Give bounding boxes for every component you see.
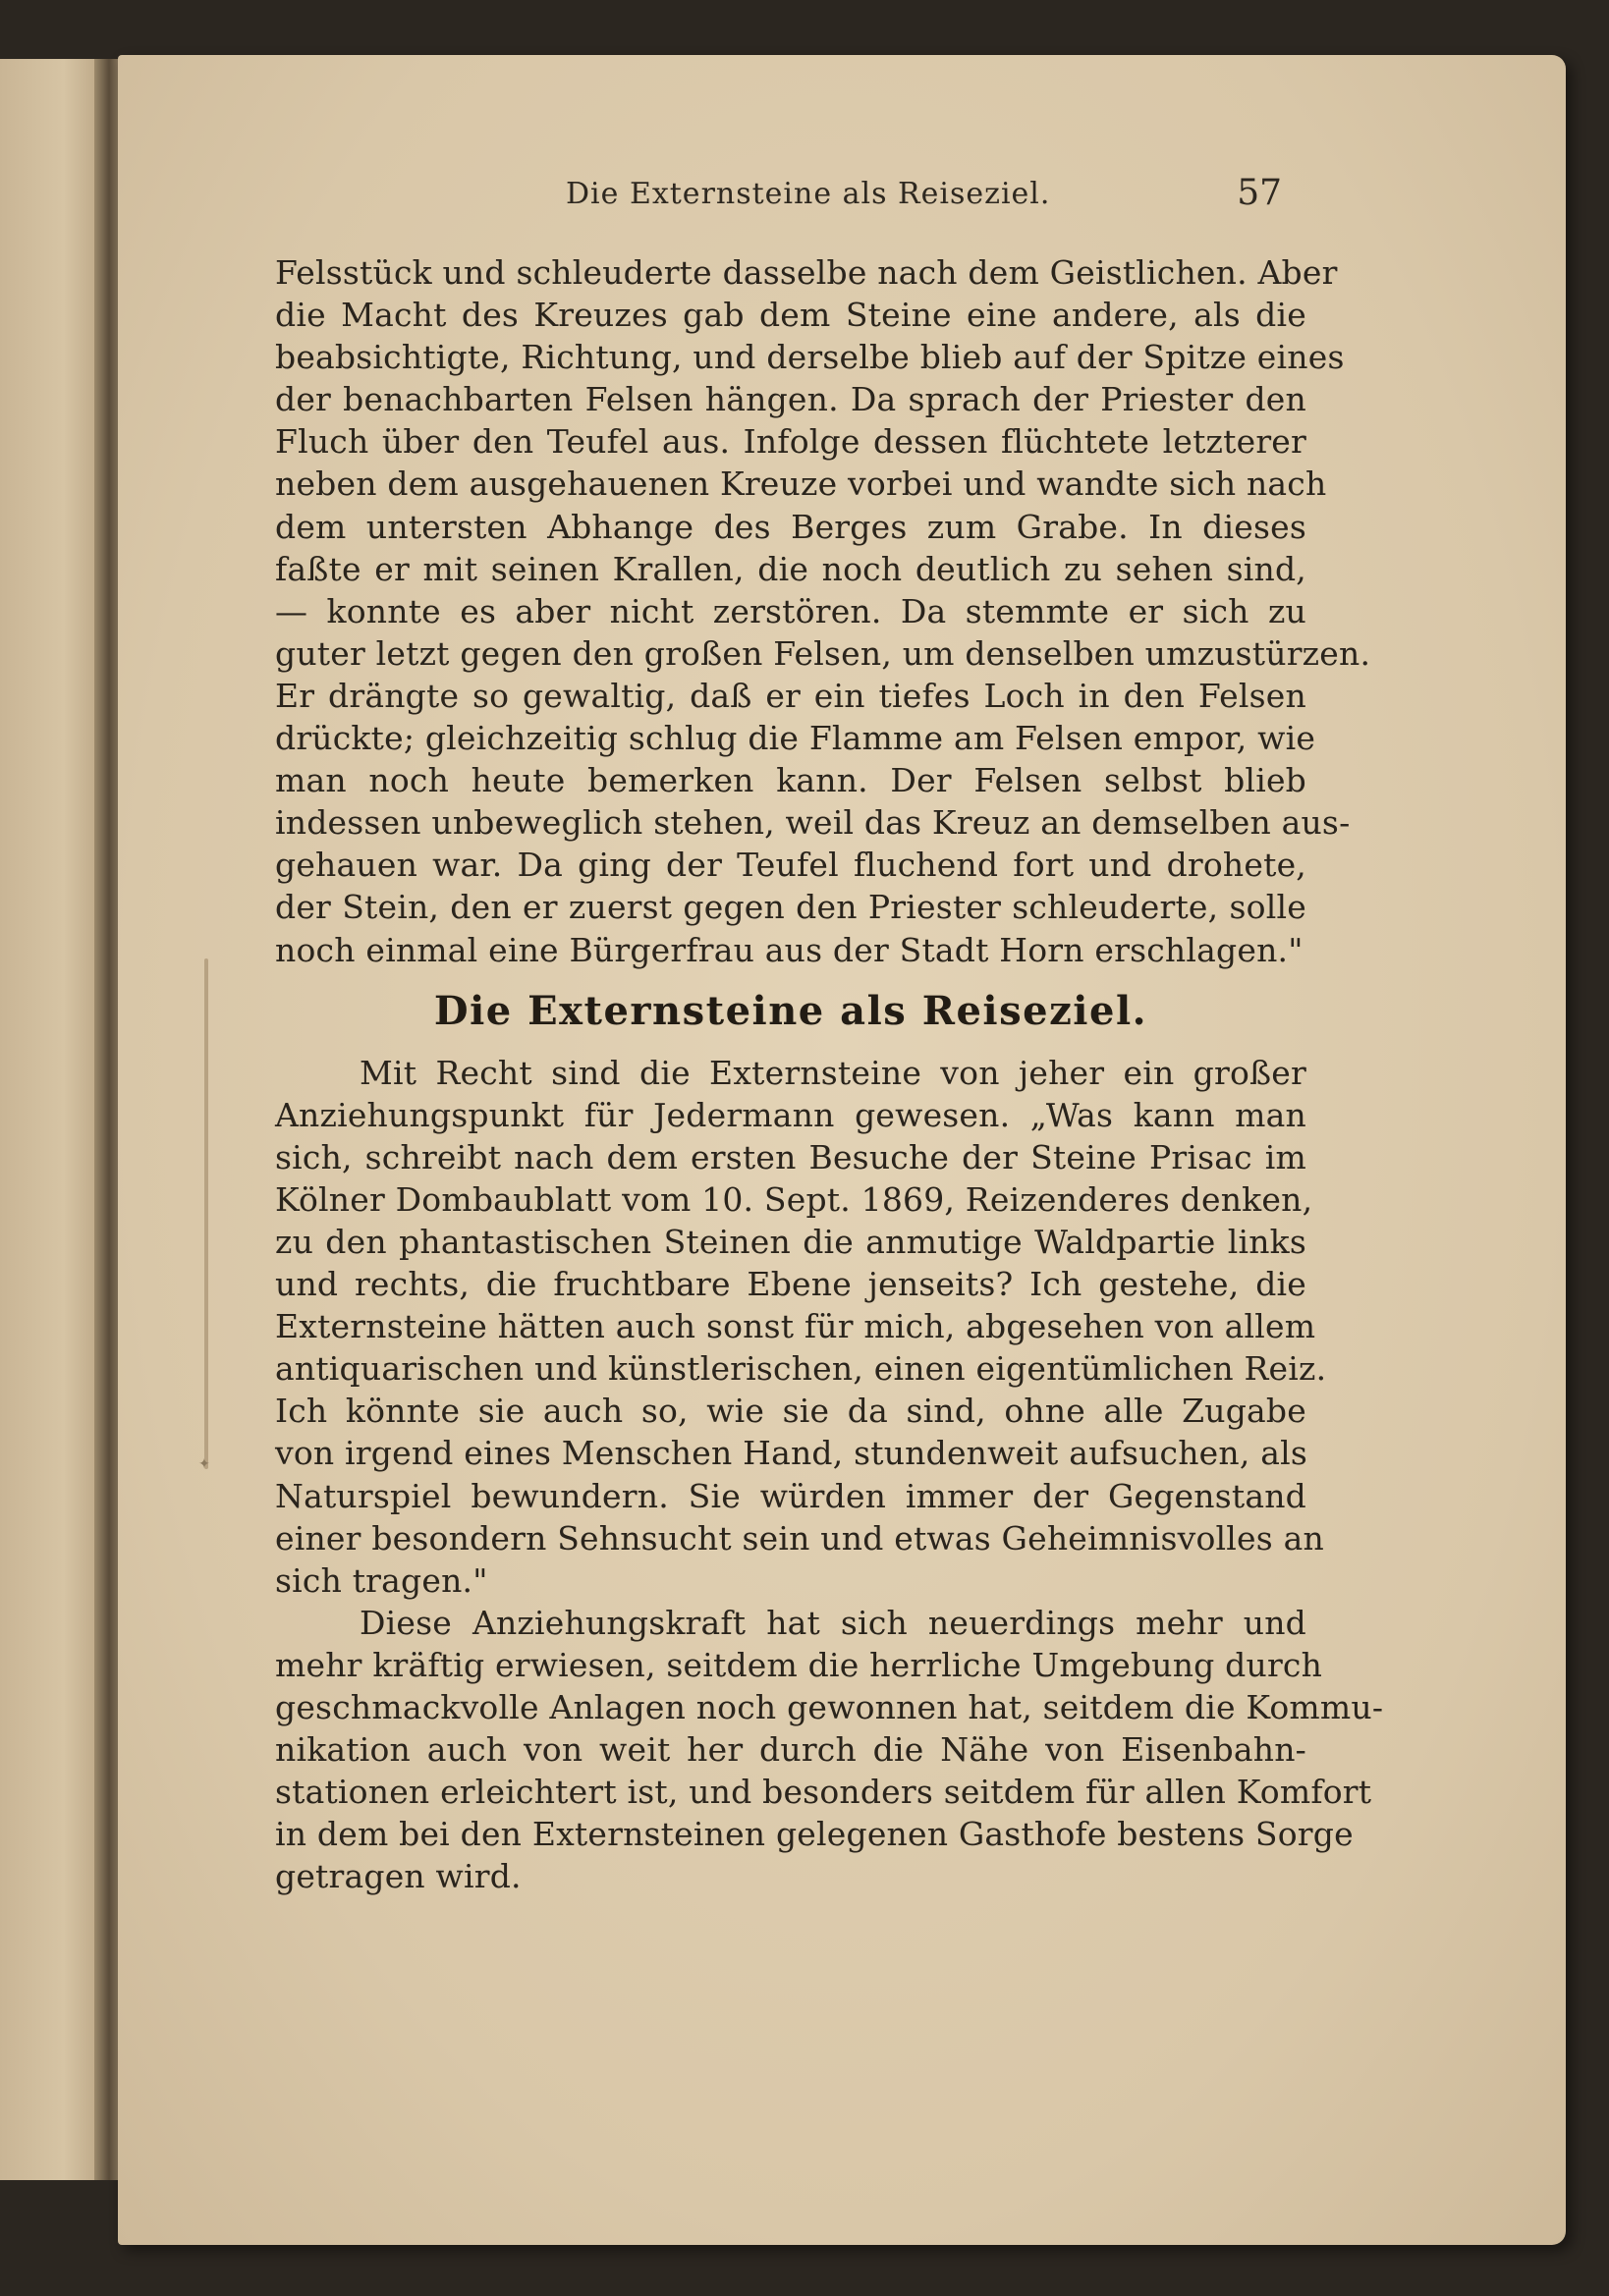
text-line: der Stein, den er zuerst gegen den Priester schleuderte, solle (275, 888, 1306, 927)
page-number: 57 (1237, 173, 1282, 213)
text-line: neben dem ausgehauenen Kreuze vorbei und wandte sich nach (275, 465, 1327, 504)
paragraph-attraction-quote (275, 1052, 1327, 1602)
text-line: gehauen war. Da ging der Teufel fluchend fort und drohete, (275, 846, 1306, 885)
text-line: von irgend eines Menschen Hand, stundenweit aufsuchen, als (275, 1434, 1308, 1473)
text-line: Fluch über den Teufel aus. Infolge dessen flüchtete letzterer (275, 422, 1306, 462)
text-line: indessen unbeweglich stehen, weil das Kreuz an demselben aus- (275, 803, 1351, 843)
text-line: Felsstück und schleuderte dasselbe nach dem Geistlichen. Aber (275, 253, 1338, 292)
running-header (275, 173, 1282, 222)
text-line: Er drängte so gewaltig, daß er ein tiefes Loch in den Felsen (275, 676, 1306, 715)
text-line: Naturspiel bewundern. Sie würden immer der Gegenstand (275, 1476, 1306, 1515)
text-line: stationen erleichtert ist, und besonders seitdem für allen Komfort (275, 1773, 1372, 1812)
text-line: getragen wird. (275, 1857, 522, 1896)
text-line: der benachbarten Felsen hängen. Da sprach der Priester den (275, 380, 1306, 419)
text-line: nikation auch von weit her durch die Nähe von Eisenbahn- (275, 1730, 1306, 1770)
text-line: Ich könnte sie auch so, wie sie da sind, ohne alle Zugabe (275, 1392, 1306, 1431)
text-line: geschmackvolle Anlagen noch gewonnen hat, seitdem die Kommu- (275, 1688, 1384, 1726)
text-line: Externsteine hätten auch sonst für mich, abgesehen von allem (275, 1307, 1316, 1346)
text-line: guter letzt gegen den großen Felsen, um denselben umzustürzen. (275, 633, 1371, 673)
paragraph-improvements (275, 1602, 1384, 1898)
binding-thread (204, 958, 208, 1469)
text-line: die Macht des Kreuzes gab dem Steine eine andere, als die (275, 296, 1306, 335)
text-line: man noch heute bemerken kann. Der Felsen selbst blieb (275, 761, 1306, 800)
section-heading: Die Externsteine als Reiseziel. (433, 987, 1148, 1034)
text-line: und rechts, die fruchtbare Ebene jenseits? Ich gestehe, die (275, 1265, 1306, 1304)
text-line: zu den phantastischen Steinen die anmutige Waldpartie links (275, 1222, 1306, 1261)
binding-knot-icon: ✦ (198, 1456, 210, 1472)
left-page-edge (0, 59, 106, 2180)
text-line: mehr kräftig erwiesen, seitdem die herrliche Umgebung durch (275, 1645, 1323, 1684)
text-line: in dem bei den Externsteinen gelegenen Gasthofe bestens Sorge (275, 1815, 1354, 1854)
text-line: faßte er mit seinen Krallen, die noch deutlich zu sehen sind, (275, 549, 1306, 588)
text-line: beabsichtigte, Richtung, und derselbe blieb auf der Spitze eines (275, 338, 1345, 377)
text-line: sich tragen." (275, 1560, 488, 1600)
text-line: Anziehungspunkt für Jedermann gewesen. „Was kann man (275, 1095, 1306, 1134)
text-line: sich, schreibt nach dem ersten Besuche der Steine Prisac im (275, 1137, 1306, 1176)
text-line: noch einmal eine Bürgerfrau aus der Stadt Horn erschlagen." (275, 930, 1304, 969)
text-line: Diese Anziehungskraft hat sich neuerdings mehr und (360, 1603, 1306, 1642)
text-line: dem untersten Abhange des Berges zum Grabe. In dieses (275, 507, 1306, 546)
text-line: — konnte es aber nicht zerstören. Da stemmte er sich zu (275, 591, 1306, 630)
running-title: Die Externsteine als Reiseziel. (566, 177, 1051, 211)
text-line: Kölner Dombaublatt vom 10. Sept. 1869, Reizenderes denken, (275, 1179, 1313, 1219)
text-line: Mit Recht sind die Externsteine von jeher ein großer (360, 1053, 1306, 1092)
paragraph-legend-end (275, 251, 1371, 971)
text-line: antiquarischen und künstlerischen, einen eigentümlichen Reiz. (275, 1349, 1327, 1389)
text-line: drückte; gleichzeitig schlug die Flamme am Felsen empor, wie (275, 719, 1316, 758)
text-line: einer besondern Sehnsucht sein und etwas Geheimnisvolles an (275, 1518, 1324, 1558)
page-body (275, 251, 1384, 1897)
